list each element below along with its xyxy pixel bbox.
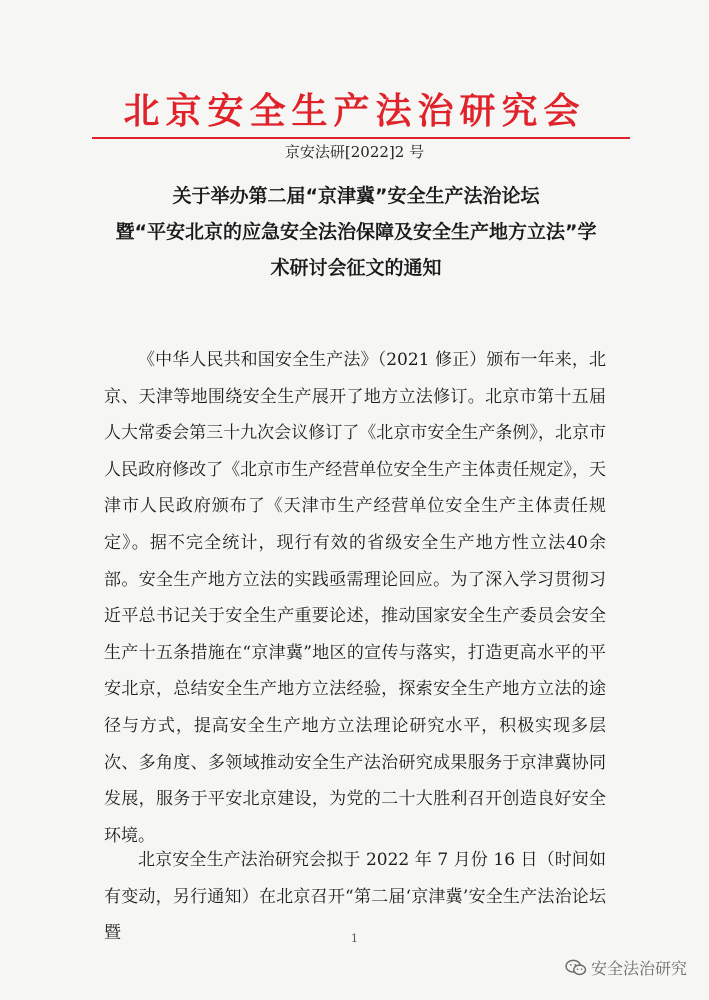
letterhead-divider [92, 137, 630, 139]
body-paragraph-2: 北京安全生产法治研究会拟于 2022 年 7 月份 16 日（时间如有变动，另行通知）在北京召开“第二届‘京津冀’安全生产法治论坛暨 [104, 850, 606, 944]
notice-title [96, 178, 616, 286]
watermark-text: 安全法治研究 [590, 959, 687, 978]
page-number: 1 [351, 932, 358, 945]
watermark [565, 956, 687, 979]
notice-title-line-1: 关于举办第二届“京津冀”安全生产法治论坛 [172, 185, 540, 207]
notice-title-line-3: 术研讨会征文的通知 [270, 257, 442, 279]
document-number: 京安法研[2022]2 号 [284, 143, 425, 161]
letterhead-title: 北京安全生产法治研究会 [123, 91, 586, 132]
notice-title-line-2: 暨“平安北京的应急安全法治保障及安全生产地方立法”学 [115, 221, 597, 243]
body-paragraph-1: 《中华人民共和国安全生产法》（2021 修正）颁布一年来，北京、天津等地围绕安全生产展开了地方立法修订。北京市第十五届人大常委会第三十九次会议修订了《北京市安全生产条例》，北京市人民政府修改了《北京市生产经营单位安全生产主体责任规定》，天津市人民政府颁布了《天津市生产经营单位安全生产主体责任规定》。据不完全统计，现行有效的省级安全生产地方性立法40余部。安全生产地方立法的实践亟需理论回应。为了深入学习贯彻习近平总书记关于安全生产重要论述，推动国家安全生产委员会安全生产十五条措施在“京津冀”地区的宣传与落实，打造更高水平的平安北京，总结安全生产地方立法经验，探索安全生产地方立法的途径与方式，提高安全生产地方立法理论研究水平，积极实现多层次、多角度、多领域推动安全生产法治研究成果服务于京津冀协同发展，服务于平安北京建设，为党的二十大胜利召开创造良好安全环境。 [104, 350, 606, 846]
wechat-icon [565, 959, 587, 977]
